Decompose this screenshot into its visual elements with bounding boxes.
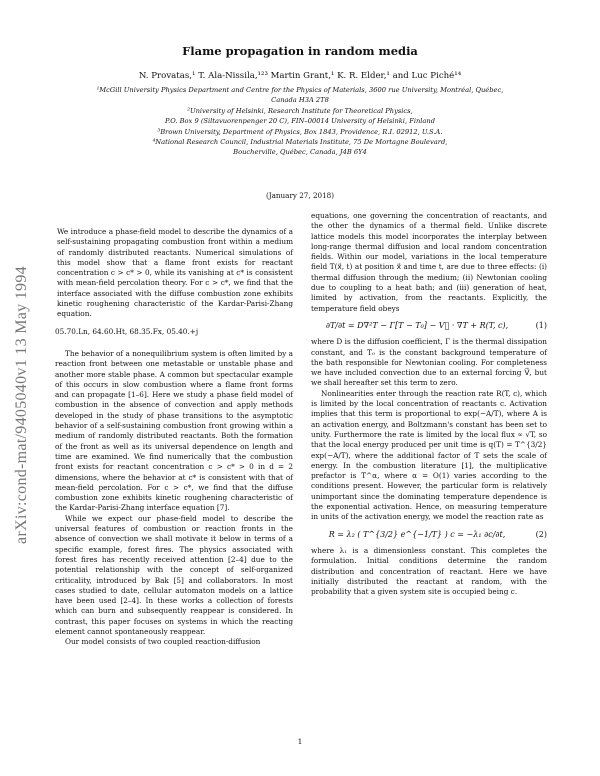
abstract: We introduce a phase-field model to describe the dynamics of a self-sustaining propagating combustion front within a medium of randomly distributed reactants. Numerical simulations of this model show that a flame front exists for reactant concentration c > c* > 0, while its vanishing at c* is consistent with mean-field percolation theory. For c > c*, we find that the interface associated with the diffuse combustion zone exhibits kinetic roughening characteristic of the Kardar-Parisi-Zhang equation.: [57, 227, 293, 319]
affiliation-line: ⁴National Research Council, Industrial Materials Institute, 75 De Mortagne Boulevard,: [152, 138, 448, 147]
affiliation-line: ²University of Helsinki, Research Institute for Theoretical Physics,: [187, 106, 413, 115]
affiliation-line: P.O. Box 9 (Siltavuorenpenger 20 C), FIN–00014 University of Helsinki, Finland: [165, 117, 435, 126]
left-column: [55, 227, 293, 648]
affiliation-line: ³Brown University, Department of Physics, Box 1843, Providence, R.I. 02912, U.S.A.: [157, 127, 443, 136]
pacs-codes: 05.70.Ln, 64.60.Ht, 68.35.Fx, 05.40.+j: [55, 326, 199, 336]
body-paragraph: Our model consists of two coupled reaction-diffusion: [65, 637, 261, 647]
author-list: N. Provatas,¹ T. Ala-Nissila,¹²³ Martin Grant,¹ K. R. Elder,¹ and Luc Piché¹⁴: [138, 71, 462, 81]
affiliation-line: Boucherville, Québec, Canada, J4B 6Y4: [233, 148, 367, 157]
paper-date: (January 27, 2018): [265, 191, 335, 200]
body-paragraph: While we expect our phase-field model to describe the universal features of combustion or reaction fronts in the absence of convection we shall motivate it below in terms of a specific example, forest fires. The physics associated with forest fires has recently received attention [2–4] due to the potential relationship with the concept of self-organized criticality, introduced by Bak [5] and collaborators. In most cases studied to date, cellular automaton models on a lattice have been used [2–4]. In these works a collection of forests which can burn and subsequently reappear is considered. In contrast, this paper focuses on systems in which the reacting element cannot spontaneously reappear.: [55, 513, 293, 636]
body-paragraph: Nonlinearities enter through the reaction rate R(T, c), which is limited by the local concentration of reactants c. Activation implies that this term is proportional to exp(−A/T), where A is an activation energy, and Boltzmann's constant has been set to unity. Furthermore the rate is limited by the local flux ∝ √T, so that the local energy produced per unit time is q(T) = T^{3/2} exp(−A/T), where the additional factor of T sets the scale of energy. In the combustion literature [1], the multiplicative prefactor is T^α, where α = O(1) varies according to the conditions present. However, the particular form is relatively unimportant since the dominating temperature dependence is the exponential activation. Hence, on measuring temperature in units of the activation energy, we model the reaction rate as: [311, 388, 547, 522]
equation-1-number: (1): [535, 320, 547, 330]
body-paragraph: where λ₁ is a dimensionless constant. This completes the formulation. Initial conditions determine the random distribution and concentration of reactant. Here we have initially distributed the reactant at random, with the probability that a given system site is occupied being c.: [311, 545, 547, 597]
page-number: 1: [297, 737, 303, 746]
right-column: [311, 211, 547, 597]
arxiv-identifier-text: arXiv:cond-mat/9405040v1 13 May 1994: [13, 266, 30, 544]
affiliations: [56, 85, 544, 158]
equation-1: [311, 321, 547, 331]
paper-title: Flame propagation in random media: [182, 44, 418, 58]
equation-2-body: R = λ₂ ( T^{3/2} e^{−1/T} ) c = −λ₁ ∂c/∂t,: [328, 529, 506, 539]
affiliation-line: ¹McGill University Physics Department and Centre for the Physics of Materials, 3600 rue University, Montréal, Québec,: [96, 86, 504, 94]
body-paragraph: The behavior of a nonequilibrium system is often limited by a reaction front between one metastable or unstable phase and another more stable phase. A common but spectacular example of this occurs in slow combustion where a flame front forms and can propagate [1–6]. Here we study a phase field model of combustion in the absence of convection and apply methods developed in the study of phase transitions to the asymptotic behavior of a self-sustaining combustion front growing within a medium of randomly distributed reactants. Both the formation of the front as well as its universal dependence on length and time are examined. We find numerically that the combustion front exists for reactant concentration c > c* > 0 in d = 2 dimensions, where the behavior at c* is consistent with that of mean-field percolation. For c > c*, we find that the diffuse combustion zone exhibits kinetic roughening characteristic of the Kardar-Parisi-Zhang interface equation [7].: [55, 348, 293, 513]
equation-2: [311, 530, 547, 540]
arxiv-identifier: [2, 260, 42, 550]
affiliation-line: Canada H3A 2T8: [271, 96, 329, 105]
body-paragraph: where D is the diffusion coefficient, Γ is the thermal dissipation constant, and T₀ is the constant background temperature of the bath responsible for Newtonian cooling. For completeness we have included convection due to an external forcing V⃗, but we shall hereafter set this term to zero.: [311, 337, 547, 388]
equation-2-number: (2): [535, 529, 547, 539]
body-paragraph: equations, one governing the concentration of reactants, and the other the dynamics of a thermal field. Unlike discrete lattice models this model incorporates the interplay between long-range thermal diffusion and local random concentration fields. Within our model, variations in the local temperature field T(x⃗, t) at position x⃗ and time t, are due to three effects: (i) thermal diffusion through the medium; (ii) Newtonian cooling due to coupling to a heat bath; and (iii) generation of heat, limited by activation, from the reactants. Explicitly, the temperature field obeys: [311, 211, 547, 313]
equation-1-body: ∂T/∂t = D∇²T − Γ[T − T₀] − V⃗ · ∇T + R(T, c),: [325, 320, 509, 330]
